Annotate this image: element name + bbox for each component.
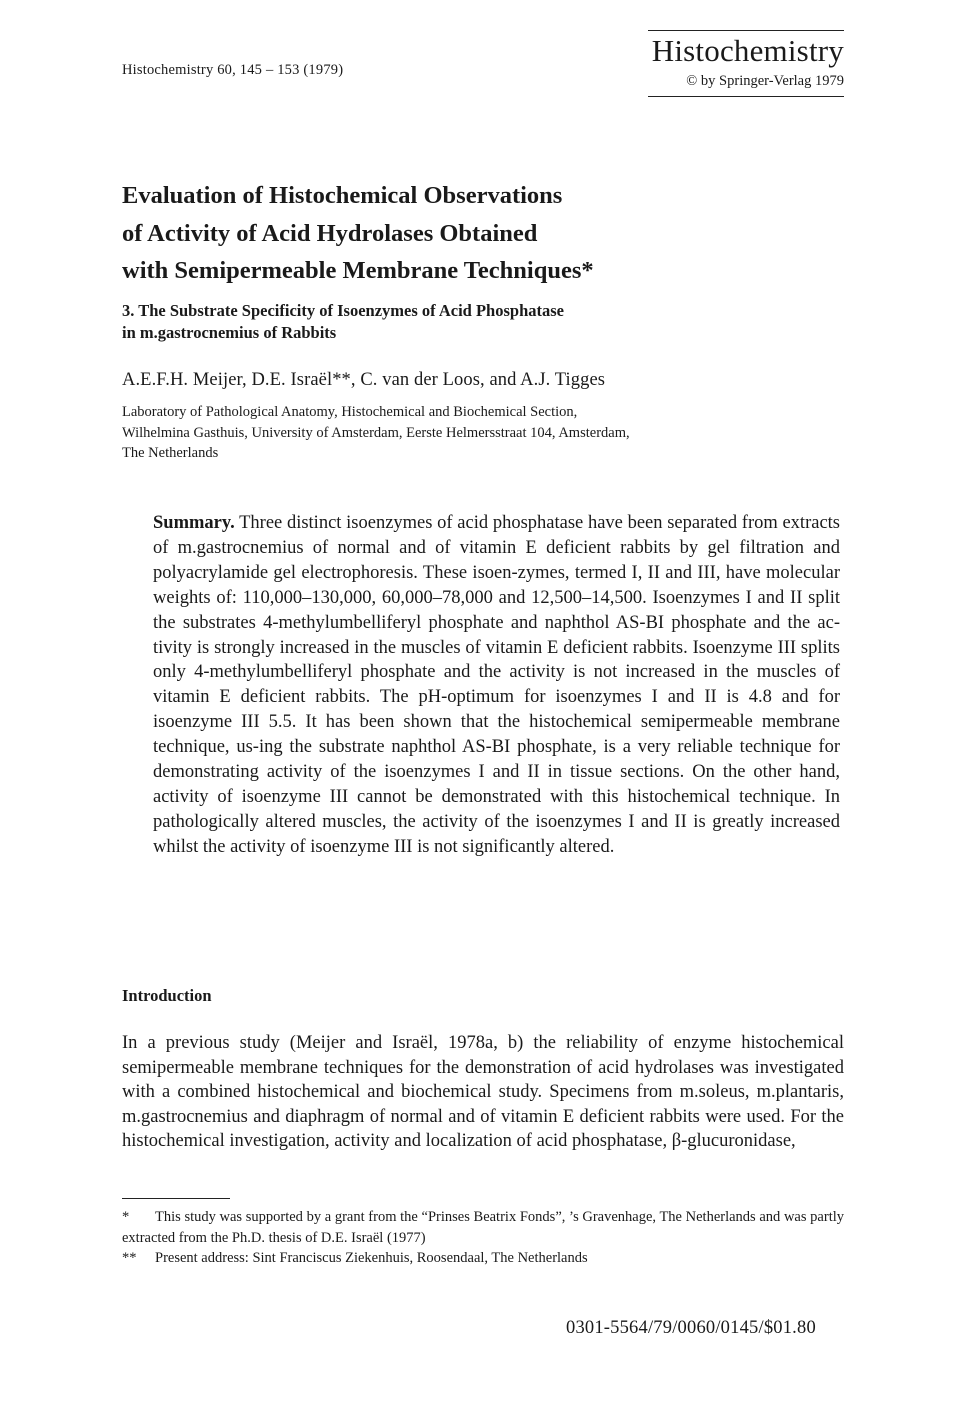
copyright-notice: © by Springer-Verlag 1979 <box>686 73 844 89</box>
section-heading-introduction: Introduction <box>122 986 212 1005</box>
summary-paragraph <box>153 511 840 860</box>
affiliation-line: Wilhelmina Gasthuis, University of Amsterdam, Eerste Helmersstraat 104, Amsterdam, <box>122 424 630 441</box>
footnote <box>122 1207 844 1248</box>
article-subtitle <box>122 300 742 344</box>
title-line: of Activity of Acid Hydrolases Obtained <box>122 219 538 247</box>
journal-reference: Histochemistry 60, 145 – 153 (1979) <box>122 62 344 78</box>
footnote-marker: ** <box>122 1250 137 1266</box>
footnote-text: This study was supported by a grant from the “Prinses Beatrix Fonds”, ’s Gravenhage, The Netherlands and was partly extracted from the Ph.D. thesis of D.E. Israël (1977) <box>122 1209 844 1246</box>
affiliation-line: The Netherlands <box>122 445 219 461</box>
masthead-top-rule <box>648 30 844 31</box>
masthead-bottom-rule <box>648 96 844 97</box>
journal-masthead <box>648 30 844 97</box>
subtitle-line: in m.gastrocnemius of Rabbits <box>122 323 337 342</box>
author-list: A.E.F.H. Meijer, D.E. Israël**, C. van der Loos, and A.J. Tigges <box>122 370 606 390</box>
document-code: 0301-5564/79/0060/0145/$01.80 <box>566 1318 816 1338</box>
journal-name: Histochemistry <box>651 33 844 68</box>
footnote-divider <box>122 1198 230 1199</box>
summary-label: Summary. <box>153 513 235 533</box>
affiliation <box>122 402 852 464</box>
footnote-marker: * <box>122 1209 130 1225</box>
introduction-paragraph: In a previous study (Meijer and Israël, 1978a, b) the reliability of enzyme histochemical semipermeable membrane techniques for the demonstration of acid hydrolases was investigated with a combined histochemical and biochemical study. Specimens from m.soleus, m.plantaris, m.gastrocnemius and diaphragm of normal and of vitamin E deficient rabbits were used. For the histochemical investigation, activity and localization of acid phosphatase, β-glucuronidase, <box>122 1033 844 1151</box>
footnotes <box>122 1207 844 1269</box>
article-title <box>122 177 722 290</box>
subtitle-line: 3. The Substrate Specificity of Isoenzymes of Acid Phosphatase <box>122 301 564 320</box>
title-line: with Semipermeable Membrane Techniques* <box>122 257 594 284</box>
affiliation-line: Laboratory of Pathological Anatomy, Histochemical and Biochemical Section, <box>122 404 578 420</box>
footnote <box>122 1248 844 1269</box>
title-line: Evaluation of Histochemical Observations <box>122 182 563 209</box>
summary-text: Three distinct isoenzymes of acid phosphatase have been separated from extracts of m.gastrocnemius of normal and of vitamin E deficient rabbits by gel filtration and polyacrylamide gel electrophoresis. These isoen-zymes, termed I, II and III, have molecular weights of: 110,000–130,000, 60,000–78,000 and 12,500–14,500. Isoenzymes I and II split the substrates 4-methylumbelliferyl phosphate and naphthol AS-BI phosphate and the ac-tivity is strongly increased in the muscles of vitamin E deficient rabbits. Isoenzyme III splits only 4-methylumbelliferyl phosphate and the activity is not increased in the muscles of vitamin E deficient rabbits. The pH-optimum for isoenzymes I and II is 4.8 and for isoenzyme III 5.5. It has been shown that the histochemical semipermeable membrane technique, us-ing the substrate naphthol AS-BI phosphate, is a very reliable technique for demonstrating activity of the isoenzymes I and II in tissue sections. On the other hand, activity of isoenzyme III cannot be demonstrated with this histochemical technique. In pathologically altered muscles, the activity of the isoenzymes I and II is greatly increased whilst the activity of isoenzyme III is not significantly altered. <box>153 513 840 857</box>
footnote-text: Present address: Sint Franciscus Ziekenhuis, Roosendaal, The Netherlands <box>155 1250 588 1266</box>
